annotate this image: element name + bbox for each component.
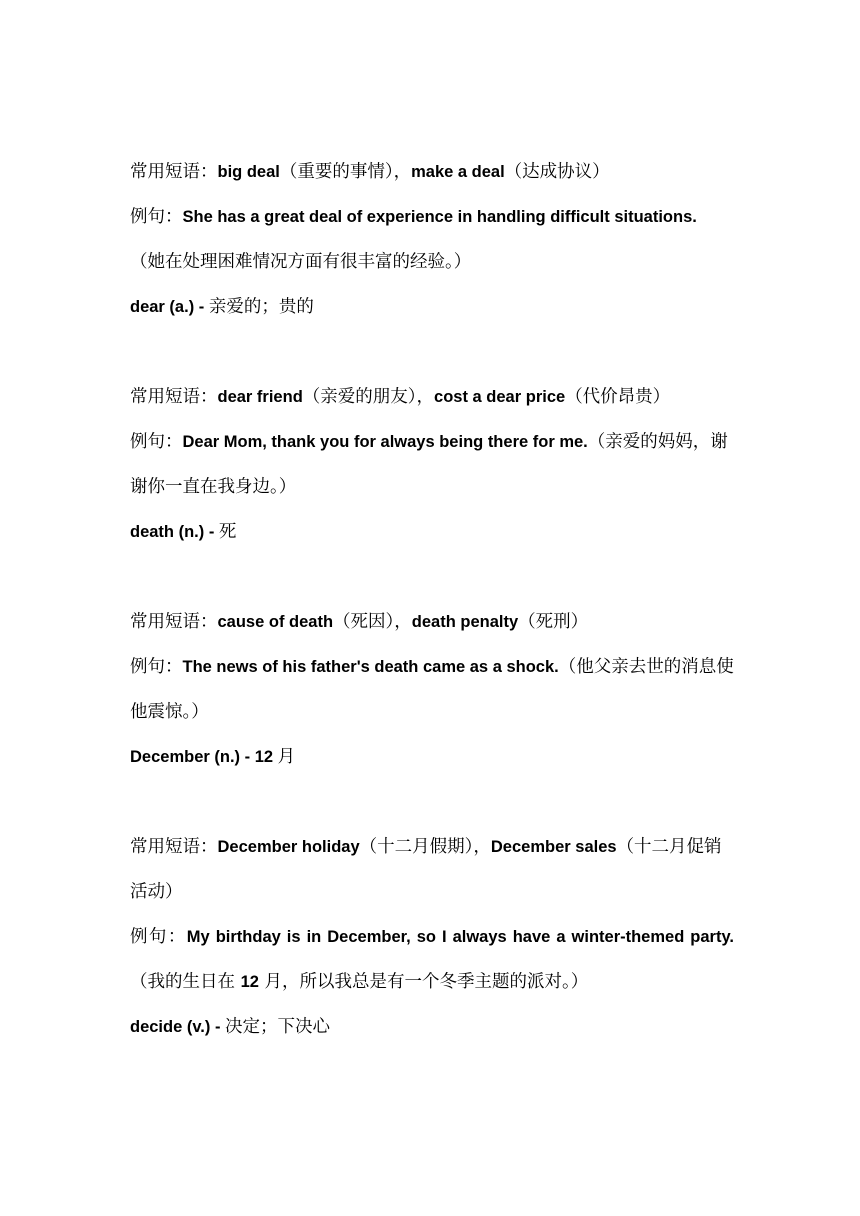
blank-line: [130, 330, 734, 375]
example-cn: （我的生日在: [130, 972, 241, 992]
phrase-en: cost a dear price: [434, 388, 566, 406]
example-cn-number: 12: [240, 973, 259, 991]
phrase-cn: （代价昂贵）: [565, 387, 671, 407]
word-headword: December (n.) - 12: [130, 748, 278, 766]
phrases-line: [130, 150, 734, 195]
word-meaning: 死: [218, 522, 237, 542]
phrase-en: cause of death: [217, 613, 334, 631]
example-label: 例句：: [130, 927, 187, 947]
phrase-cn: （达成协议）: [504, 162, 610, 182]
example-label: 例句：: [130, 207, 183, 227]
blank-line: [130, 780, 734, 825]
phrases-line: [130, 600, 734, 645]
phrases-line: [130, 825, 734, 915]
word-headword: death (n.) -: [130, 523, 219, 541]
phrase-cn: （亲爱的朋友），: [302, 387, 435, 407]
word-meaning: 决定；下决心: [225, 1017, 331, 1037]
phrase-en: dear friend: [217, 388, 303, 406]
example-cn: （他父亲去世的消息使他震惊。）: [130, 657, 734, 722]
word-heading: [130, 1005, 734, 1050]
example-line: [130, 645, 734, 735]
example-en: Dear Mom, thank you for always being there for me.: [182, 433, 588, 451]
word-headword: decide (v.) -: [130, 1018, 226, 1036]
phrase-en: December sales: [490, 838, 617, 856]
phrase-en: December holiday: [217, 838, 360, 856]
word-heading: [130, 510, 734, 555]
example-en: She has a great deal of experience in handling difficult situations.: [182, 208, 697, 226]
word-headword: dear (a.) -: [130, 298, 209, 316]
phrase-cn: （死刑）: [518, 612, 589, 632]
phrases-label: 常用短语：: [130, 837, 218, 857]
phrases-line: [130, 375, 734, 420]
phrase-cn: （十二月促销活动）: [130, 837, 722, 902]
word-meaning: 月: [277, 747, 296, 767]
phrases-label: 常用短语：: [130, 612, 218, 632]
example-line: [130, 915, 734, 1005]
example-en: My birthday is in December, so I always have a winter-themed party.: [186, 928, 735, 946]
example-cn: 月，所以我总是有一个冬季主题的派对。）: [258, 972, 589, 992]
example-line: [130, 195, 734, 285]
word-heading: [130, 735, 734, 780]
example-label: 例句：: [130, 432, 183, 452]
phrase-cn: （死因），: [333, 612, 412, 632]
example-label: 例句：: [130, 657, 183, 677]
document-page: [130, 150, 734, 1050]
word-heading: [130, 285, 734, 330]
phrase-en: big deal: [217, 163, 280, 181]
example-cn: （她在处理困难情况方面有很丰富的经验。）: [130, 252, 472, 272]
example-line: [130, 420, 734, 510]
phrases-label: 常用短语：: [130, 387, 218, 407]
phrase-cn: （十二月假期），: [359, 837, 491, 857]
phrase-en: make a deal: [411, 163, 505, 181]
phrase-en: death penalty: [411, 613, 519, 631]
word-meaning: 亲爱的；贵的: [208, 297, 314, 317]
phrase-cn: （重要的事情），: [279, 162, 412, 182]
example-en: The news of his father's death came as a shock.: [182, 658, 559, 676]
phrases-label: 常用短语：: [130, 162, 218, 182]
example-cn: （亲爱的妈妈，谢谢你一直在我身边。）: [130, 432, 728, 497]
blank-line: [130, 555, 734, 600]
